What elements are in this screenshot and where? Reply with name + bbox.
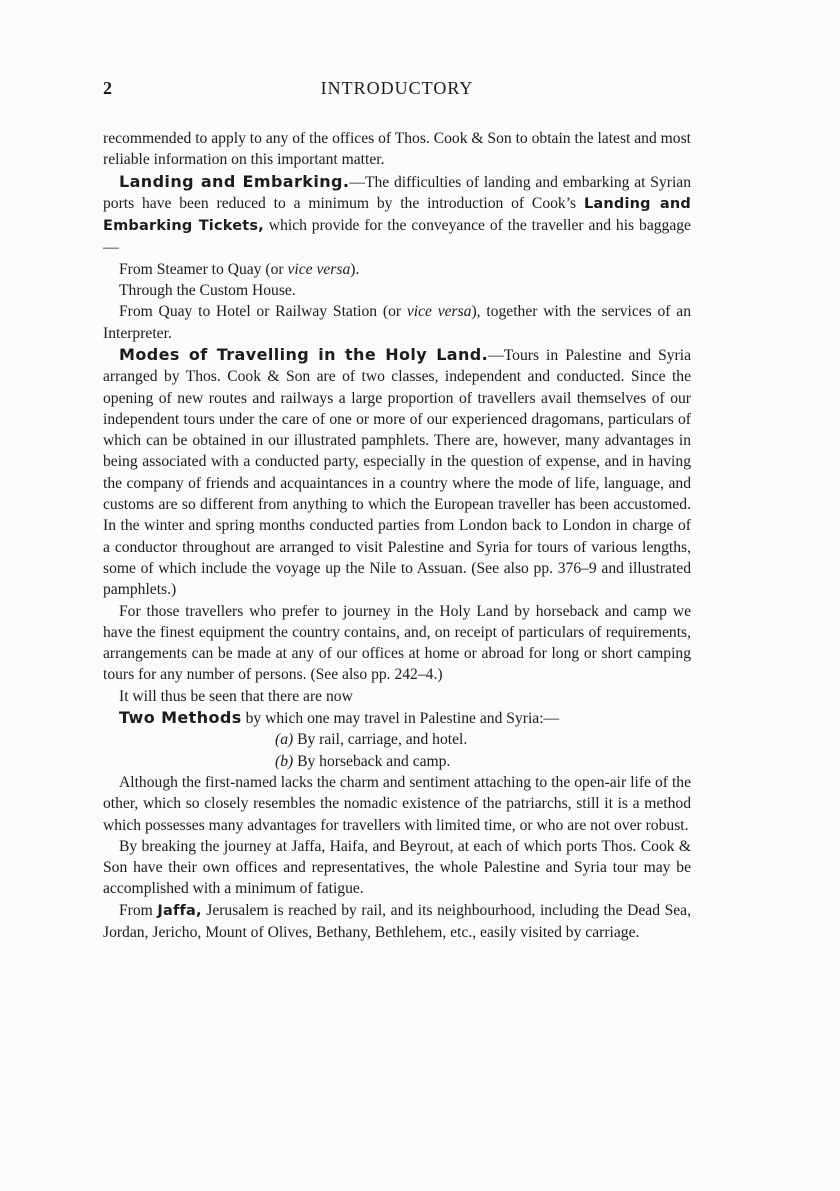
paragraph-two-methods: Two Methods by which one may travel in Palestine and Syria:— [119,708,560,728]
page-body [103,128,691,943]
book-page [103,78,691,943]
page-number: 2 [103,78,112,98]
paragraph-from-jaffa: From Jaffa, Jerusalem is reached by rail, and its neighbourhood, including the Dead Sea, Jordan, Jericho, Mount of Olives, Bethany, Bethlehem, etc., easily visited by carriage. [103,901,691,941]
inline-heading-tickets: Landing and Embarking Tickets, [103,195,692,235]
paragraph-modes-of-travelling: Modes of Travelling in the Holy Land.—Tours in Palestine and Syria arranged by Thos. Cook & Son are of two classes, independent and conducted. Since the opening of new routes and railways a large proportion of travellers avail themselves of our independent tours under the care of one or more of our experienced dragomans, particulars of which can be obtained in our illustrated pamphlets. There are, however, many advantages in being associated with a conducted party, especially in the question of expense, and in having the company of friends and acquaintances in a country where the mode of life, language, and customs are so different from anything to which the European traveller has been accustomed. In the winter and spring months conducted parties from London back to London in charge of a conductor throughout are arranged to visit Palestine and Syria for tours of various lengths, some of which include the voyage up the Nile to Assuan. (See also pp. 376–9 and illustrated pamphlets.) [103,344,691,599]
list-item: (a) By rail, carriage, and hotel. [275,731,468,749]
paragraph-although: Although the first-named lacks the charm and sentiment attaching to the open-air life of the other, which so closely resembles the nomadic existence of the patriarchs, still it is a method which possesses many advantages for travellers with limited time, or who are not over robust. [103,773,691,834]
paragraph-horseback-camp: For those travellers who prefer to journey in the Holy Land by horseback and camp we have the finest equipment the country contains, and, on receipt of particulars of requirements, arrangements can be made at any of our offices at home or abroad for long or short camping tours for any number of persons. (See also pp. 242–4.) [103,602,691,684]
inline-heading-jaffa: Jaffa, [157,902,202,919]
paragraph-breaking-journey: By breaking the journey at Jaffa, Haifa, and Beyrout, at each of which ports Thos. Cook & Son have their own offices and representatives, the whole Palestine and Syria tour may be accomplished with a minimum of fatigue. [103,837,691,898]
paragraph-quay-hotel: From Quay to Hotel or Railway Station (or vice versa), together with the services of an Interpreter. [103,303,691,342]
methods-list [103,729,691,772]
paragraph-landing-embarking: Landing and Embarking.—The difficulties of landing and embarking at Syrian ports have been reduced to a minimum by the introduction of Cook’s Landing and Embarking Tickets, which provide for the conveyance of the traveller and his baggage— [103,171,692,257]
section-heading-two-methods: Two Methods [119,708,242,728]
paragraph-continued: recommended to apply to any of the offices of Thos. Cook & Son to obtain the latest and most reliable information on this important matter. [103,130,691,169]
paragraph-thus-seen: It will thus be seen that there are now [119,687,353,705]
paragraph-custom-house: Through the Custom House. [119,282,296,300]
list-item: (b) By horseback and camp. [275,752,451,770]
paragraph-steamer-quay: From Steamer to Quay (or vice versa). [119,260,360,278]
section-heading-modes: Modes of Travelling in the Holy Land. [119,344,489,364]
section-heading-landing: Landing and Embarking. [119,171,350,191]
running-title: INTRODUCTORY [320,78,474,98]
page-header [103,78,691,106]
